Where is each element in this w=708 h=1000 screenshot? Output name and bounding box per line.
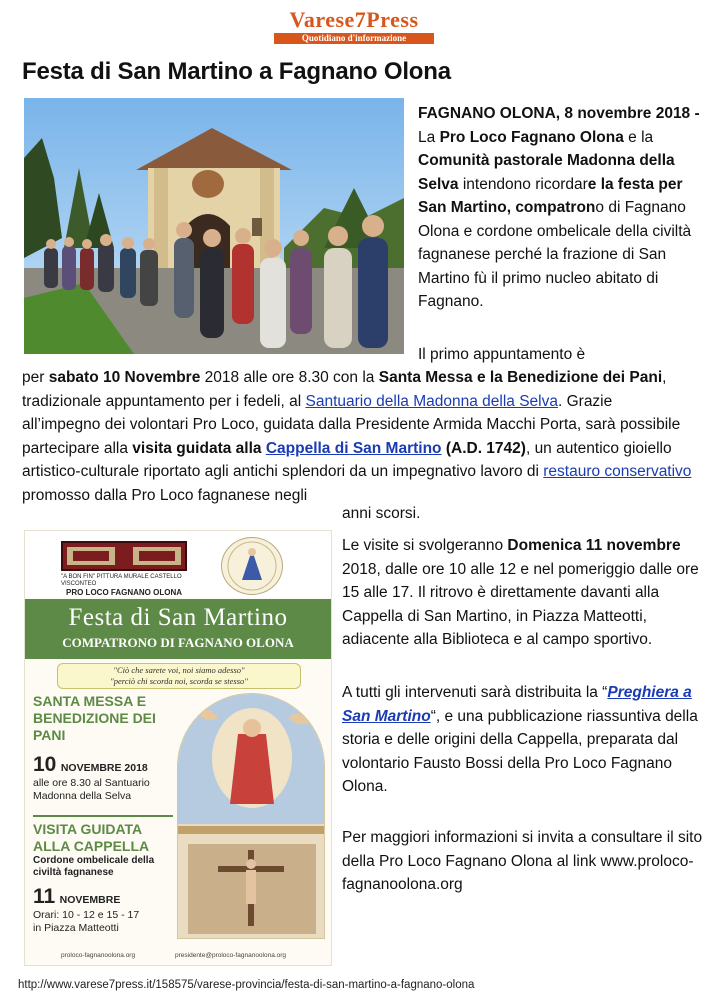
article-paragraph-prayer: A tutti gli intervenuti sarà distribuita la “Preghiera a San Martino“, e una pubblicazione riassuntiva della storia e delle origini della Cappella, preparata dal volontario Fausto Bossi della Pro Loco Fagnano Olona. [342,684,698,795]
article-paragraph-info: Per maggiori informazioni si invita a consultare il sito della Pro Loco Fagnano Olona al link www.proloco-fagnanoolona.org [342,829,703,893]
page-url: http://www.varese7press.it/158575/varese-provincia/festa-di-san-martino-a-fagnano-olona [18,979,475,991]
poster-divider [33,815,173,817]
castello-logo-caption: "A BON FIN" PITTURA MURALE CASTELLO VISCONTEO PRO LOCO FAGNANO OLONA [61,574,182,597]
castello-logo [61,541,187,571]
paragraph-lead: Il primo appuntamento è [418,346,586,363]
article-paragraph-intro: FAGNANO OLONA, 8 novembre 2018 - La Pro Loco Fagnano Olona e la Comunità pastorale Madonna della Selva intendono ricordare la festa per San Martino, compatrono di Fagnano Olona e cordone ombelicale della civiltà fagnanese perché la frazione di San Martino fù il primo nucleo abitato di Fagnano. [418,105,700,310]
santuario-link[interactable]: Santuario della Madonna della Selva [305,392,558,410]
poster-site: proloco-fagnanoolona.org [61,952,136,959]
poster-subtitle: COMPATRONO DI FAGNANO OLONA [62,635,294,650]
poster-quote: "Ciò che sarete voi, noi siamo adesso" "perciò chi scorda noi, scorda se stesso" [57,663,301,689]
fresco-image [177,693,325,939]
logo-wordmark: Varese7Press [289,7,419,32]
site-logo[interactable] [268,8,440,44]
poster-title: Festa di San Martino [68,604,288,631]
poster-event2-date: 11 NOVEMBRE Orari: 10 - 12 e 15 - 17 in Piazza Matteotti [33,885,140,934]
poster-event1-title: SANTA MESSA E BENEDIZIONE DEI PANI [33,693,156,743]
logo-tagline: Quotidiano d'informazione [274,33,434,44]
poster-footer [25,945,331,966]
poster-event2-title: VISITA GUIDATA ALLA CAPPELLA [33,821,150,854]
paragraph-tail: anni scorsi. [342,505,421,522]
poster-email: presidente@proloco-fagnanoolona.org [175,952,287,959]
chapel-photo [24,98,404,354]
article-paragraph-schedule: per sabato 10 Novembre 2018 alle ore 8.30 con la Santa Messa e la Benedizione dei Pani, tradizionale appuntamento per i fedeli, al Santuario della Madonna della Selva. Grazie all’impegno dei volontari Pro Loco, guidata dalla Presidente Armida Macchi Porta, sarà possibile partecipare alla visita guidata alla Cappella di San Martino (A.D. 1742), un autentico gioiello artistico-culturale riportato agli antichi splendori da un impegnativo lavoro di restauro conservativo promosso dalla Pro Loco fagnanese negli [22,369,692,504]
event-poster [24,530,332,966]
poster-event2-subtitle: Cordone ombelicale della civiltà fagnanese [33,855,155,878]
article-paragraph-visits: Le visite si svolgeranno Domenica 11 novembre 2018, dalle ore 10 alle 12 e nel pomeriggio dalle ore 15 alle 17. Il ritrovo è direttamente davanti alla Cappella di San Martino, in Piazza Matteotti, adiacente alla Biblioteca e al campo sportivo. [342,537,699,648]
madonna-seal-icon [221,537,283,595]
article-title: Festa di San Martino a Fagnano Olona [22,58,451,85]
dateline: FAGNANO OLONA, 8 novembre 2018 - [418,105,700,122]
preghiera-link[interactable]: Preghiera a San Martino [342,684,692,725]
cappella-link[interactable]: Cappella di San Martino [265,439,442,457]
restauro-link[interactable]: restauro conservativo [543,463,692,480]
poster-banner [25,599,331,659]
poster-event1-date: 10 NOVEMBRE 2018 alle ore 8.30 al Santuario Madonna della Selva [33,753,150,802]
